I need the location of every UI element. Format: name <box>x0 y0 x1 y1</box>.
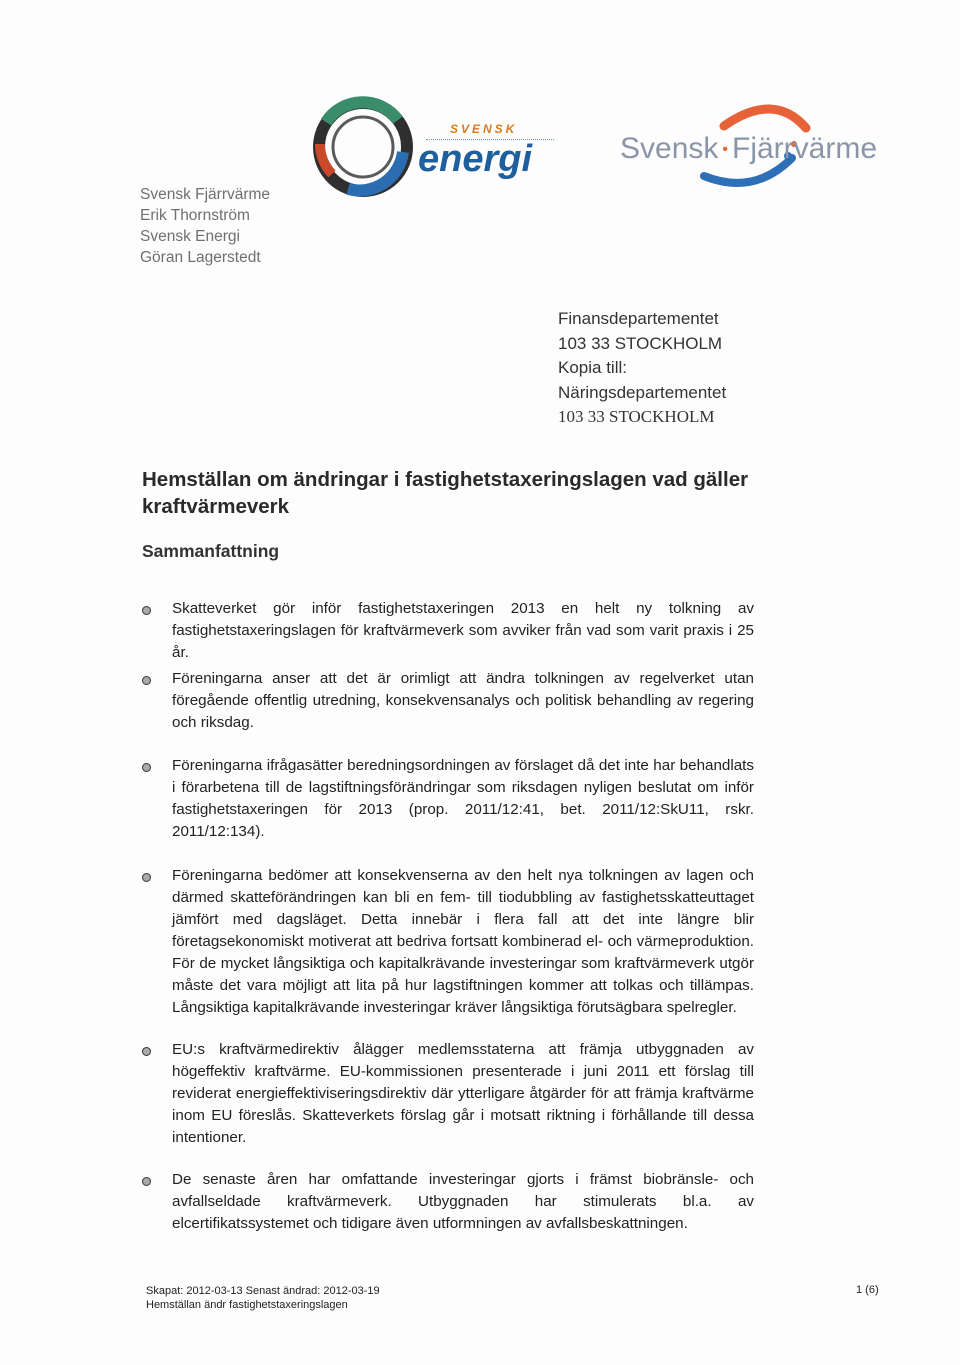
address-line-3: Kopia till: <box>558 358 627 377</box>
list-item <box>142 668 754 734</box>
sender-person-2: Göran Lagerstedt <box>140 249 261 266</box>
sender-block <box>140 184 270 268</box>
svensk-fjarrvarme-logo <box>614 96 914 206</box>
bullet-icon <box>142 763 151 772</box>
address-line-1: Finansdepartementet <box>558 309 719 328</box>
wordmark-left: Svensk <box>620 132 719 165</box>
footer <box>146 1284 380 1312</box>
sender-person-1: Erik Thornström <box>140 207 250 224</box>
list-item-text: De senaste åren har omfattande investeringar gjorts i främst biobränsle- och avfallseldade kraftvärmeverk. Utbyggnaden har stimulerats bl.a. av elcertifikatssystemet och tidigare även utformningen av avfallsbeskattningen. <box>172 1171 754 1232</box>
address-line-4: Näringsdepartementet <box>558 382 727 402</box>
list-item <box>142 865 754 1019</box>
list-item <box>142 1169 754 1235</box>
bullet-icon <box>142 873 151 882</box>
address-line-2: 103 33 STOCKHOLM <box>558 333 723 353</box>
address-block <box>558 307 726 430</box>
list-item <box>142 598 754 664</box>
sender-org-1: Svensk Fjärrvärme <box>140 186 271 203</box>
address-line-5: 103 33 STOCKHOLM <box>558 407 715 426</box>
bullet-icon <box>142 1047 151 1056</box>
document-title: Hemställan om ändringar i fastighetstaxeringslagen vad gäller kraftvärmeverk <box>142 468 749 518</box>
list-item-text: Skatteverket gör inför fastighetstaxeringen 2013 en helt ny tolkning av fastighetstaxeringslagen för kraftvärmeverk som avviker från vad som varit praxis i 25 år. <box>172 600 754 661</box>
section-heading: Sammanfattning <box>142 541 280 561</box>
svensk-energi-logo <box>308 92 568 212</box>
list-item-text: EU:s kraftvärmedirektiv ålägger medlemsstaterna att främja utbyggnaden av högeffektiv kraftvärme. EU-kommissionen presenterade i juni 2011 ett förslag till reviderat energieffektiviseringsdirektiv där ytterligare åtgärder för att främja kraftvärme inom EU föreslås. Skatteverkets förslag går i motsatt riktning i förhållande till dessa intentioner. <box>172 1041 754 1146</box>
bullet-icon <box>142 1177 151 1186</box>
list-item-text: Föreningarna bedömer att konsekvenserna av den helt nya tolkningen av lagen och därmed skatteförändringen kan bli en fem- till tiodubbling av fastighetsskatteuttaget jämfört med dagsläget. Detta innebär i flera fall att det inte längre blir företagsekonomiskt motiverat att bedriva fortsatt kombinerad el- och värmeproduktion. För de mycket långsiktiga och kapitalkrävande investeringar som kraftvärmeverk utgör måste det vara möjligt att lita på hur lagstiftningen kommer att tolkas och tillämpas. Långsiktiga kapitalkrävande investeringar kräver långsiktiga förutsägbara spelregler. <box>172 867 754 1016</box>
svensk-energi-ring-icon <box>308 92 418 202</box>
bullet-icon <box>142 606 151 615</box>
list-item-text: Föreningarna anser att det är orimligt att ändra tolkningen av regelverket utan föregående offentlig utredning, konsekvensanalys och politisk behandling av regering och riksdag. <box>172 670 754 731</box>
wordmark-right: Fjärrvärme <box>732 132 878 165</box>
wordmark-dot-icon: • <box>722 141 728 159</box>
footer-dates: Skapat: 2012-03-13 Senast ändrad: 2012-03-19 <box>146 1285 380 1297</box>
summary-list <box>142 598 754 1235</box>
list-item <box>142 1039 754 1149</box>
sender-org-2: Svensk Energi <box>140 228 240 245</box>
svensk-fjarrvarme-wordmark <box>620 132 877 166</box>
page-number: 1 (6) <box>856 1284 879 1296</box>
list-item-text: Föreningarna ifrågasätter beredningsordningen av förslaget då det inte har behandlats i förarbetena till de lagstiftningsförändringar som riksdagen nyligen beslutat om inför fastighetstaxeringen för 2013 (prop. 2011/12:41, bet. 2011/12:SkU11, rskr. 2011/12:134). <box>172 757 754 840</box>
footer-filename: Hemställan ändr fastighetstaxeringslagen <box>146 1299 348 1311</box>
list-item <box>142 755 754 843</box>
bullet-icon <box>142 676 151 685</box>
svensk-energi-big-text: energi <box>418 138 533 180</box>
svensk-energi-small-text: SVENSK <box>450 122 518 136</box>
